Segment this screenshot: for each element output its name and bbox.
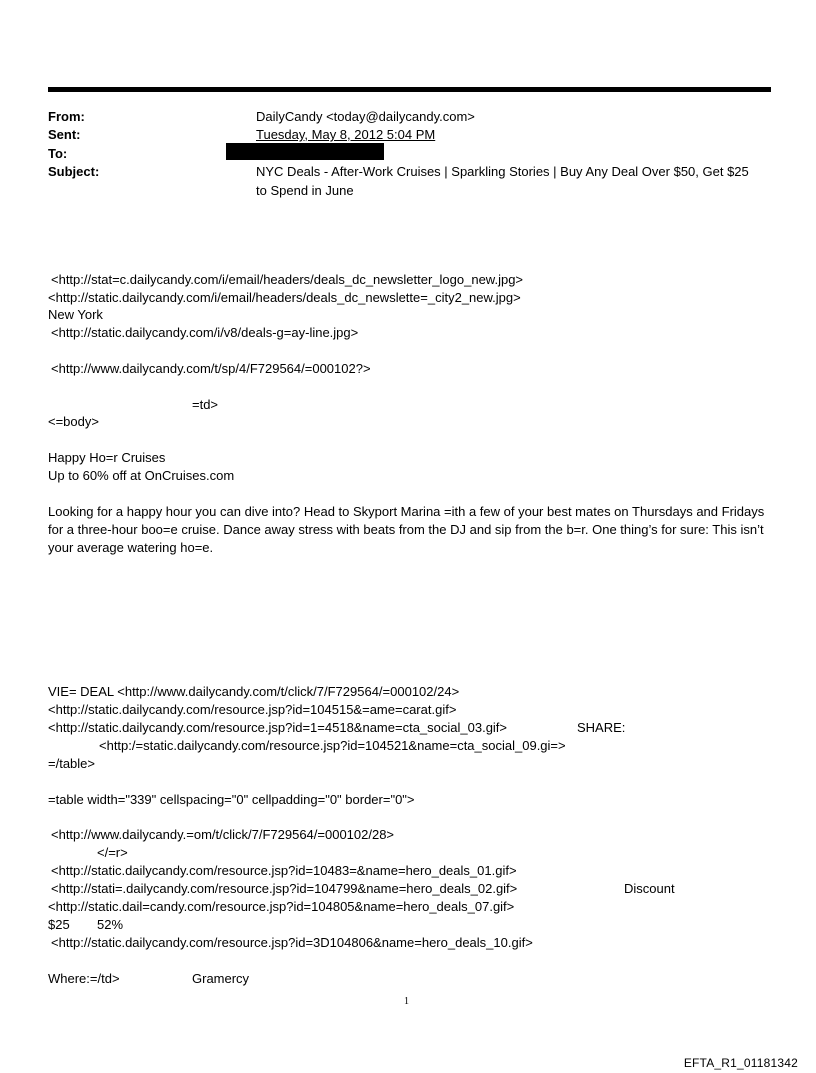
subject-line-2: to Spend in June — [256, 183, 354, 198]
subject-line-1: NYC Deals - After-Work Cruises | Sparkling Stories | Buy Any Deal Over $50, Get $25 — [256, 164, 749, 179]
where-label: Where:=/td> — [48, 971, 120, 986]
share-label: SHARE: — [577, 720, 626, 735]
where-value: Gramercy — [192, 971, 250, 986]
body-line: </=r> — [97, 845, 128, 860]
body-line: =td> — [192, 397, 219, 412]
to-label: To: — [48, 146, 68, 161]
body-line: <http://www.dailycandy.=om/t/click/7/F729564/=000102/28> — [51, 827, 395, 842]
body-line: <http://static.dail=candy.com/resource.jsp?id=104805&name=hero_deals_07.gif> — [48, 899, 515, 914]
body-line: =/table> — [48, 756, 95, 771]
price-value: $25 — [48, 917, 70, 932]
from-value: DailyCandy <today@dailycandy.com> — [256, 109, 475, 124]
from-label: From: — [48, 109, 85, 124]
sent-value: Tuesday, May 8, 2012 5:04 PM — [256, 127, 436, 142]
deal-description: Looking for a happy hour you can dive into? Head to Skyport Marina =ith a few of your best mates on Thursdays and Fridays for a three-hour boo=e cruise. Dance away stress with beats from the DJ and sip from the b=r. One thing’s for sure: This isn’t your average watering ho=e. — [48, 504, 765, 555]
body-line: <http://static.dailycandy.com/resource.jsp?id=3D104806&name=hero_deals_10.gif> — [51, 935, 533, 950]
discount-label: Discount — [624, 881, 675, 896]
body-line: <http://static.dailycandy.com/i/email/headers/deals_dc_newslette=_city2_new.jpg> — [48, 290, 521, 305]
sent-label: Sent: — [48, 127, 81, 142]
body-line: <http://stat=c.dailycandy.com/i/email/headers/deals_dc_newsletter_logo_new.jpg> — [51, 272, 524, 287]
body-line: <http:/=static.dailycandy.com/resource.jsp?id=104521&name=cta_social_09.gi=> — [99, 738, 566, 753]
body-line: <=body> — [48, 414, 99, 429]
subject-label: Subject: — [48, 164, 100, 179]
redaction-bar — [226, 143, 384, 160]
deal-subtitle: Up to 60% off at OnCruises.com — [48, 468, 235, 483]
body-line: <http://static.dailycandy.com/i/v8/deals-g=ay-line.jpg> — [51, 325, 359, 340]
body-line: <http://static.dailycandy.com/resource.jsp?id=104515&=ame=carat.gif> — [48, 702, 457, 717]
body-line: <http://static.dailycandy.com/resource.jsp?id=1=4518&name=cta_social_03.gif> — [48, 720, 508, 735]
document-id: EFTA_R1_01181342 — [683, 1056, 798, 1070]
header-rule — [48, 87, 771, 92]
deal-title: Happy Ho=r Cruises — [48, 450, 166, 465]
body-line: VIE= DEAL <http://www.dailycandy.com/t/click/7/F729564/=000102/24> — [48, 684, 460, 699]
body-line: =table width="339" cellspacing="0" cellpadding="0" border="0"> — [48, 792, 415, 807]
discount-value: 52% — [97, 917, 124, 932]
body-line: <http://stati=.dailycandy.com/resource.jsp?id=104799&name=hero_deals_02.gif> — [51, 881, 518, 896]
body-line: New York — [48, 307, 103, 322]
body-line: <http://static.dailycandy.com/resource.jsp?id=10483=&name=hero_deals_01.gif> — [51, 863, 517, 878]
page-number: 1 — [404, 996, 409, 1007]
body-line: <http://www.dailycandy.com/t/sp/4/F729564/=000102?> — [51, 361, 371, 376]
